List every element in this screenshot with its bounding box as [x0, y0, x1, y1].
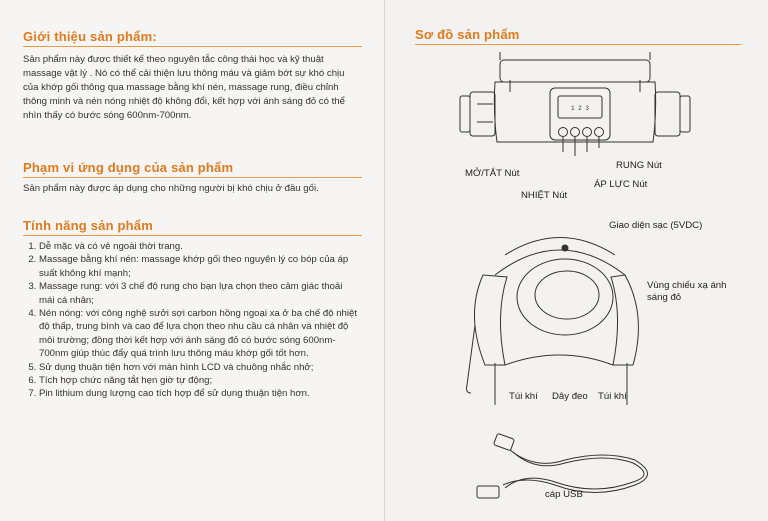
intro-heading: Giới thiệu sản phẩm:: [23, 29, 157, 44]
airbag-left-label: Túi khí: [509, 391, 538, 402]
list-item: 6. Tích hợp chức năng tắt hẹn giờ tự động;: [39, 374, 357, 387]
features-heading: Tính năng sản phẩm: [23, 218, 153, 233]
scope-heading: Phạm vi ứng dụng của sản phẩm: [23, 160, 234, 175]
scope-rule: [23, 177, 362, 178]
right-page: [384, 0, 768, 521]
list-item: 5. Sử dụng thuận tiện hơn với màn hình LCD và chuông nhắc nhở;: [39, 361, 357, 374]
charging-port-label: Giao diện sạc (5VDC): [609, 220, 703, 231]
list-item: 4. Nén nóng: với công nghệ sưởi sợi carbon hồng ngoại xa ở ba chế độ nhiệt độ thấp, trung bình và cao để lựa chọn theo nhu cầu cá nhân và nhiệt độ môi trường; đồng thời kết hợp với ánh sáng đỏ có bước sóng 600nm-700nm giúp thúc đẩy quá trình lưu thông máu khớp gối tốt hơn.: [39, 307, 357, 361]
heat-button-label: NHIỆT Nút: [521, 190, 568, 201]
diagram-rule: [415, 44, 741, 45]
intro-body: Sản phẩm này được thiết kế theo nguyên tắc công thái học và kỹ thuật massage vật lý . Nó có thể cải thiện lưu thông máu và giảm bớt sự khó chịu của khớp gối thông qua massage bằng khí nén, massage rung, điều chỉnh thông minh và nén nóng nhiệt độ không đổi, kết hợp với ánh sáng đỏ có thể nhìn thấy có bước sóng 600nm-700nm.: [23, 54, 345, 121]
scope-body: Sản phẩm này được áp dụng cho những người bị khó chịu ở đầu gối.: [23, 183, 319, 194]
features-rule: [23, 235, 362, 236]
list-item: 7. Pin lithium dung lượng cao tích hợp để sử dụng thuận tiện hơn.: [39, 387, 357, 400]
strap-label: Dây đeo: [552, 391, 588, 402]
list-item: 2. Massage bằng khí nén: massage khớp gối theo nguyên lý co bóp của áp suất không khí mạnh;: [39, 253, 357, 280]
intro-rule: [23, 46, 362, 47]
diagram-heading: Sơ đồ sản phẩm: [415, 27, 520, 42]
usb-cable-label: cáp USB: [545, 489, 583, 500]
features-list: [23, 240, 357, 401]
list-item: 1. Dễ mặc và có vẻ ngoài thời trang.: [39, 240, 357, 253]
control-unit-illustration: [455, 52, 695, 157]
list-item: 3. Massage rung: với 3 chế độ rung cho bạn lựa chọn theo cảm giác thoải mái cá nhân;: [39, 280, 357, 307]
red-light-area-label: Vùng chiếu xạ ánh sáng đỏ: [647, 280, 727, 303]
lcd-readout: 1 2 3: [570, 105, 590, 112]
power-button-label: MỞ/TẮT Nút: [465, 168, 520, 179]
airbag-right-label: Túi khí: [598, 391, 627, 402]
pressure-button-label: ÁP LỰC Nút: [594, 179, 648, 190]
vibration-button-label: RUNG Nút: [616, 160, 662, 171]
knee-wrap-illustration: [455, 215, 665, 405]
